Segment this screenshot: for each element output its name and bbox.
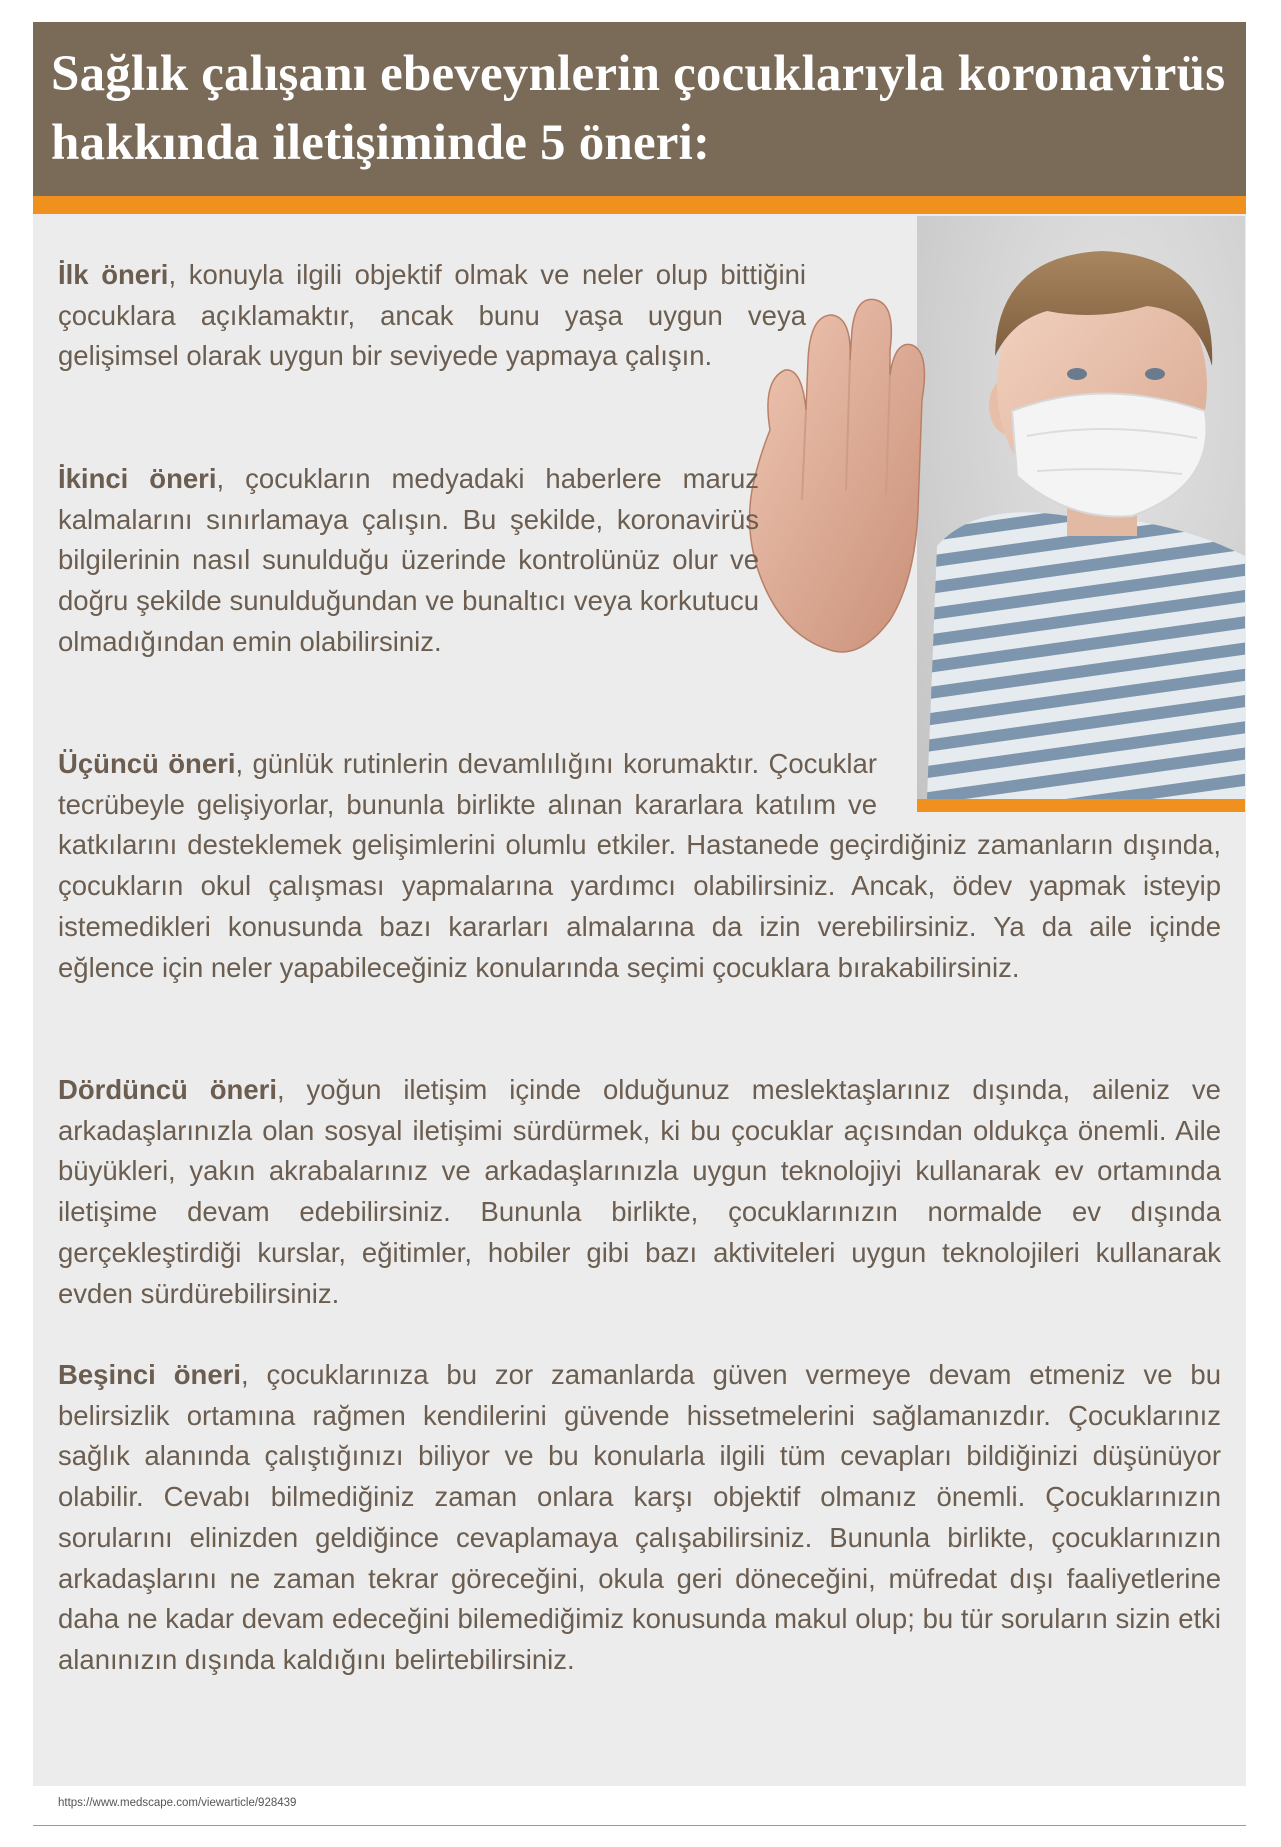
tip-lead-5: Beşinci öneri bbox=[58, 1359, 241, 1390]
tip-text-3: , günlük rutinlerin devamlılığını korumaktır. Çocuklar tecrübeyle gelişiyorlar, bununla birlikte alınan kararlara katılım ve katkılarını desteklemek gelişimlerini olumlu etkiler. Hastanede geçirdiğiniz zamanların dışında, çocukların okul çalışması yapmalarına yardımcı olabilirsiniz. Ancak, ödev yapmak isteyip istemedikleri konusunda bazı kararları almalarına da izin verebilirsiniz. Ya da aile içinde eğlence için neler yapabileceğiniz konularında seçimi çocuklara bırakabilirsiniz. bbox=[58, 748, 1221, 983]
tip-paragraph-4 bbox=[58, 1070, 1221, 1314]
tip-paragraph-2 bbox=[58, 459, 759, 663]
page-title: Sağlık çalışanı ebeveynlerin çocuklarıyla koronavirüs hakkında iletişiminde 5 öneri: bbox=[51, 46, 1226, 171]
tip-paragraph-1 bbox=[58, 255, 806, 377]
tip-text-1: , konuyla ilgili objektif olmak ve neler olup bittiğini çocuklara açıklamaktır, ancak bunu yaşa uygun veya gelişimsel olarak uygun bir seviyede yapmaya çalışın. bbox=[58, 259, 806, 372]
child-with-mask-illustration bbox=[917, 216, 1245, 799]
tip-lead-3: Üçüncü öneri bbox=[58, 748, 236, 779]
child-with-mask-photo bbox=[917, 216, 1245, 799]
tip-lead-1: İlk öneri bbox=[58, 259, 169, 290]
photo-wrap-spacer bbox=[877, 744, 1221, 825]
header-banner bbox=[33, 22, 1246, 196]
header-accent-rule bbox=[33, 196, 1246, 214]
tip-text-4: , yoğun iletişim içinde olduğunuz meslektaşlarınız dışında, aileniz ve arkadaşlarınızla olan sosyal iletişimi sürdürmek, ki bu çocuklar açısından oldukça önemli. Aile büyükleri, yakın akrabalarınız ve arkadaşlarınızla uygun teknolojiyi kullanarak ev ortamında iletişime devam edebilirsiniz. Bununla birlikte, çocuklarınızın normalde ev dışında gerçekleştirdiği kurslar, eğitimler, hobiler gibi bazı aktiviteleri uygun teknolojileri kullanarak evden sürdürebilirsiniz. bbox=[58, 1074, 1221, 1309]
source-link[interactable]: https://www.medscape.com/viewarticle/928439 bbox=[58, 1797, 297, 1809]
tip-lead-4: Dördüncü öneri bbox=[58, 1074, 277, 1105]
tip-paragraph-3 bbox=[58, 744, 1221, 988]
tip-lead-2: İkinci öneri bbox=[58, 463, 217, 494]
tip-paragraph-5 bbox=[58, 1355, 1221, 1681]
tip-text-2: , çocukların medyadaki haberlere maruz kalmalarını sınırlamaya çalışın. Bu şekilde, koronavirüs bilgilerinin nasıl sunulduğu üzerinde kontrolünüz olur ve doğru şekilde sunulduğundan ve bunaltıcı veya korkutucu olmadığından emin olabilirsiniz. bbox=[58, 463, 759, 657]
tip-text-5: , çocuklarınıza bu zor zamanlarda güven vermeye devam etmeniz ve bu belirsizlik ortamına rağmen kendilerini güvende hissetmelerini sağlamanızdır. Çocuklarınız sağlık alanında çalıştığınızı biliyor ve bu konularla ilgili tüm cevapları bildiğinizi düşünüyor olabilir. Cevabı bilmediğiniz zaman onlara karşı objektif olmanız önemli. Çocuklarınızın sorularını elinizden geldiğince cevaplamaya çalışabilirsiniz. Bununla birlikte, çocuklarınızın arkadaşlarını ne zaman tekrar göreceğini, okula geri döneceğini, müfredat dışı faaliyetlerine daha ne kadar devam edeceğini bilemediğimiz konusunda makul olup; bu tür soruların sizin etki alanınızın dışında kaldığını belirtebilirsiniz. bbox=[58, 1359, 1221, 1675]
footer-divider bbox=[33, 1825, 1246, 1826]
